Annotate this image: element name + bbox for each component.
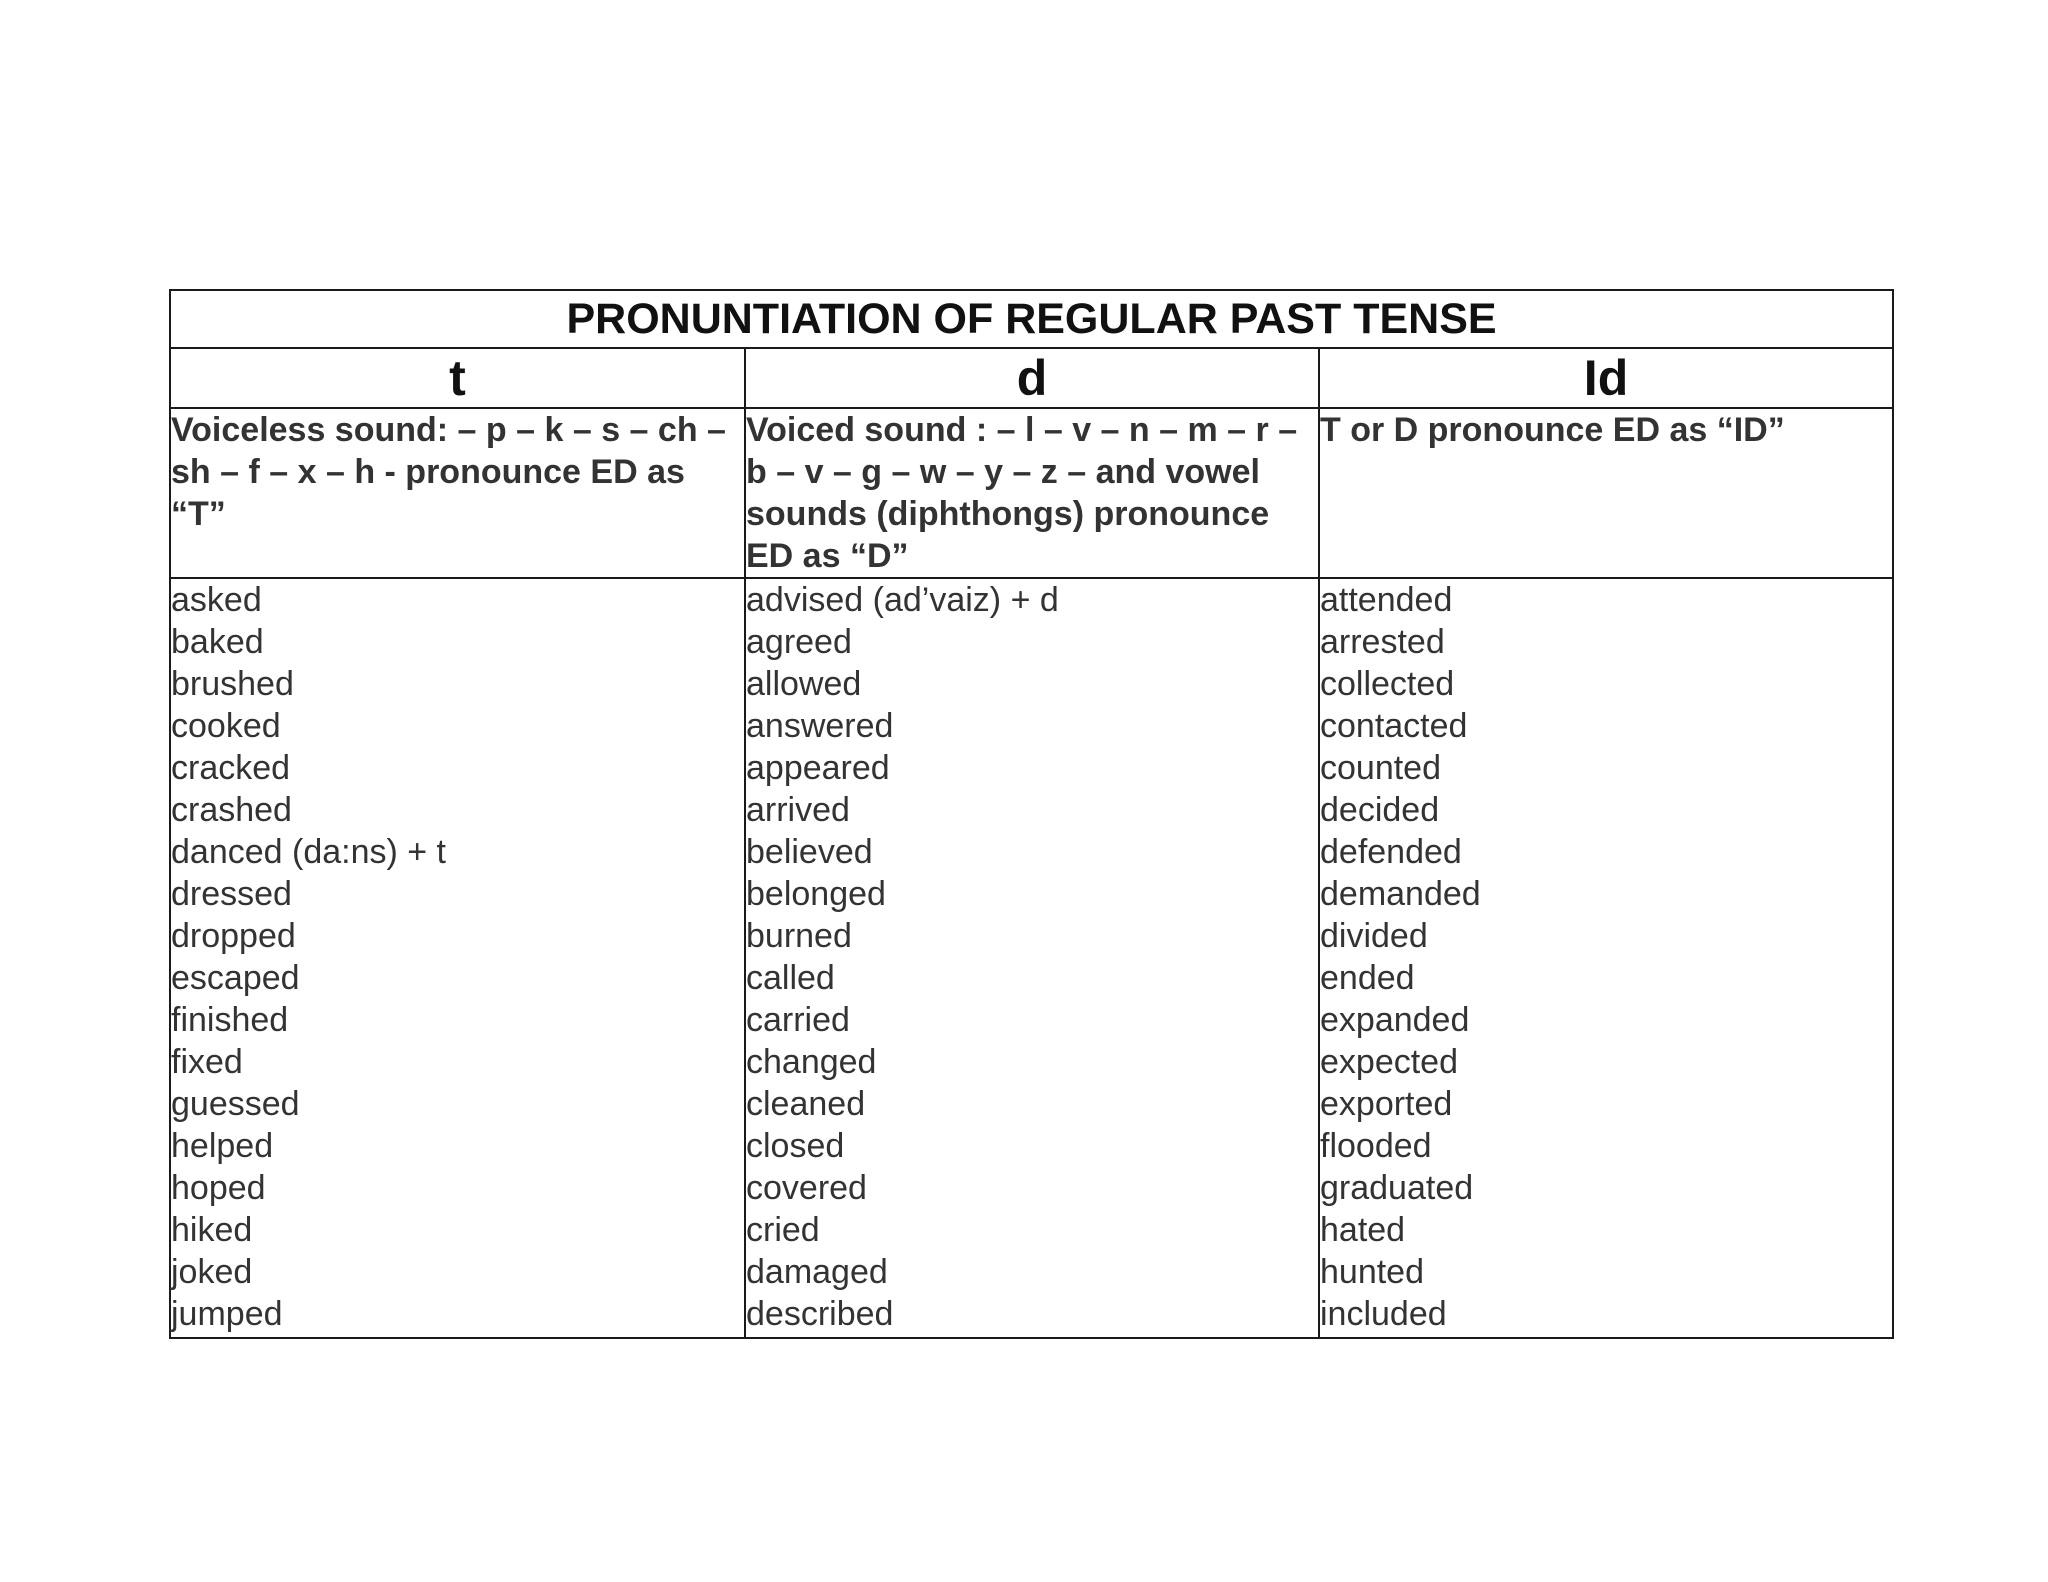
table-title: PRONUNTIATION OF REGULAR PAST TENSE: [170, 290, 1893, 348]
list-item: graduated: [1320, 1169, 1474, 1207]
list-item: believed: [746, 833, 873, 871]
list-item: damaged: [746, 1253, 888, 1291]
list-item: ended: [1320, 959, 1415, 997]
column-letter-d: d: [745, 348, 1319, 408]
list-item: arrived: [746, 791, 850, 829]
list-item: included: [1320, 1295, 1447, 1333]
letter-row: [170, 348, 1893, 408]
rule-row: [170, 408, 1893, 578]
list-item: flooded: [1320, 1127, 1432, 1165]
list-item: asked: [171, 581, 262, 619]
list-item: cooked: [171, 707, 281, 745]
list-item: expected: [1320, 1043, 1458, 1081]
list-item: collected: [1320, 665, 1455, 703]
words-cell-id: [1319, 578, 1893, 1338]
list-item: cracked: [171, 749, 291, 787]
word-list-id: [1320, 579, 1892, 1335]
list-item: exported: [1320, 1085, 1453, 1123]
list-item: advised (ad’vaiz) + d: [746, 581, 1059, 619]
list-item: cried: [746, 1211, 820, 1249]
rule-text-d: Voiced sound : – l – v – n – m – r – b – v – g – w – y – z – and vowel sounds (diphthongs) pronounce ED as “D”: [746, 411, 1298, 575]
rule-cell-d: [745, 408, 1319, 578]
list-item: defended: [1320, 833, 1462, 871]
words-cell-d: [745, 578, 1319, 1338]
list-item: described: [746, 1295, 894, 1333]
column-letter-t: t: [170, 348, 745, 408]
list-item: belonged: [746, 875, 886, 913]
list-item: demanded: [1320, 875, 1481, 913]
word-list-t: [171, 579, 744, 1335]
list-item: baked: [171, 623, 264, 661]
list-item: decided: [1320, 791, 1440, 829]
rule-text-id: T or D pronounce ED as “ID”: [1320, 411, 1785, 449]
list-item: hoped: [171, 1169, 266, 1207]
list-item: helped: [171, 1127, 274, 1165]
list-item: burned: [746, 917, 852, 955]
column-letter-id: Id: [1319, 348, 1893, 408]
list-item: hunted: [1320, 1253, 1424, 1291]
list-item: counted: [1320, 749, 1441, 787]
list-item: hated: [1320, 1211, 1406, 1249]
list-item: expanded: [1320, 1001, 1470, 1039]
list-item: dropped: [171, 917, 296, 955]
rule-text-t: Voiceless sound: – p – k – s – ch – sh – f – x – h - pronounce ED as “T”: [171, 411, 726, 533]
list-item: arrested: [1320, 623, 1445, 661]
list-item: appeared: [746, 749, 890, 787]
list-item: called: [746, 959, 835, 997]
list-item: cleaned: [746, 1085, 866, 1123]
list-item: dressed: [171, 875, 292, 913]
list-item: attended: [1320, 581, 1453, 619]
list-item: agreed: [746, 623, 852, 661]
list-item: contacted: [1320, 707, 1468, 745]
words-row: [170, 578, 1893, 1338]
list-item: answered: [746, 707, 894, 745]
list-item: finished: [171, 1001, 289, 1039]
list-item: danced (da:ns) + t: [171, 833, 447, 871]
list-item: guessed: [171, 1085, 300, 1123]
list-item: divided: [1320, 917, 1428, 955]
list-item: crashed: [171, 791, 292, 829]
list-item: allowed: [746, 665, 862, 703]
rule-cell-t: [170, 408, 745, 578]
title-row: [170, 290, 1893, 348]
past-tense-table: [169, 289, 1894, 1339]
words-cell-t: [170, 578, 745, 1338]
list-item: joked: [171, 1253, 253, 1291]
list-item: fixed: [171, 1043, 243, 1081]
list-item: changed: [746, 1043, 877, 1081]
list-item: covered: [746, 1169, 867, 1207]
list-item: brushed: [171, 665, 294, 703]
list-item: carried: [746, 1001, 850, 1039]
list-item: jumped: [171, 1295, 283, 1333]
list-item: hiked: [171, 1211, 253, 1249]
rule-cell-id: [1319, 408, 1893, 578]
word-list-d: [746, 579, 1318, 1335]
list-item: escaped: [171, 959, 300, 997]
list-item: closed: [746, 1127, 845, 1165]
